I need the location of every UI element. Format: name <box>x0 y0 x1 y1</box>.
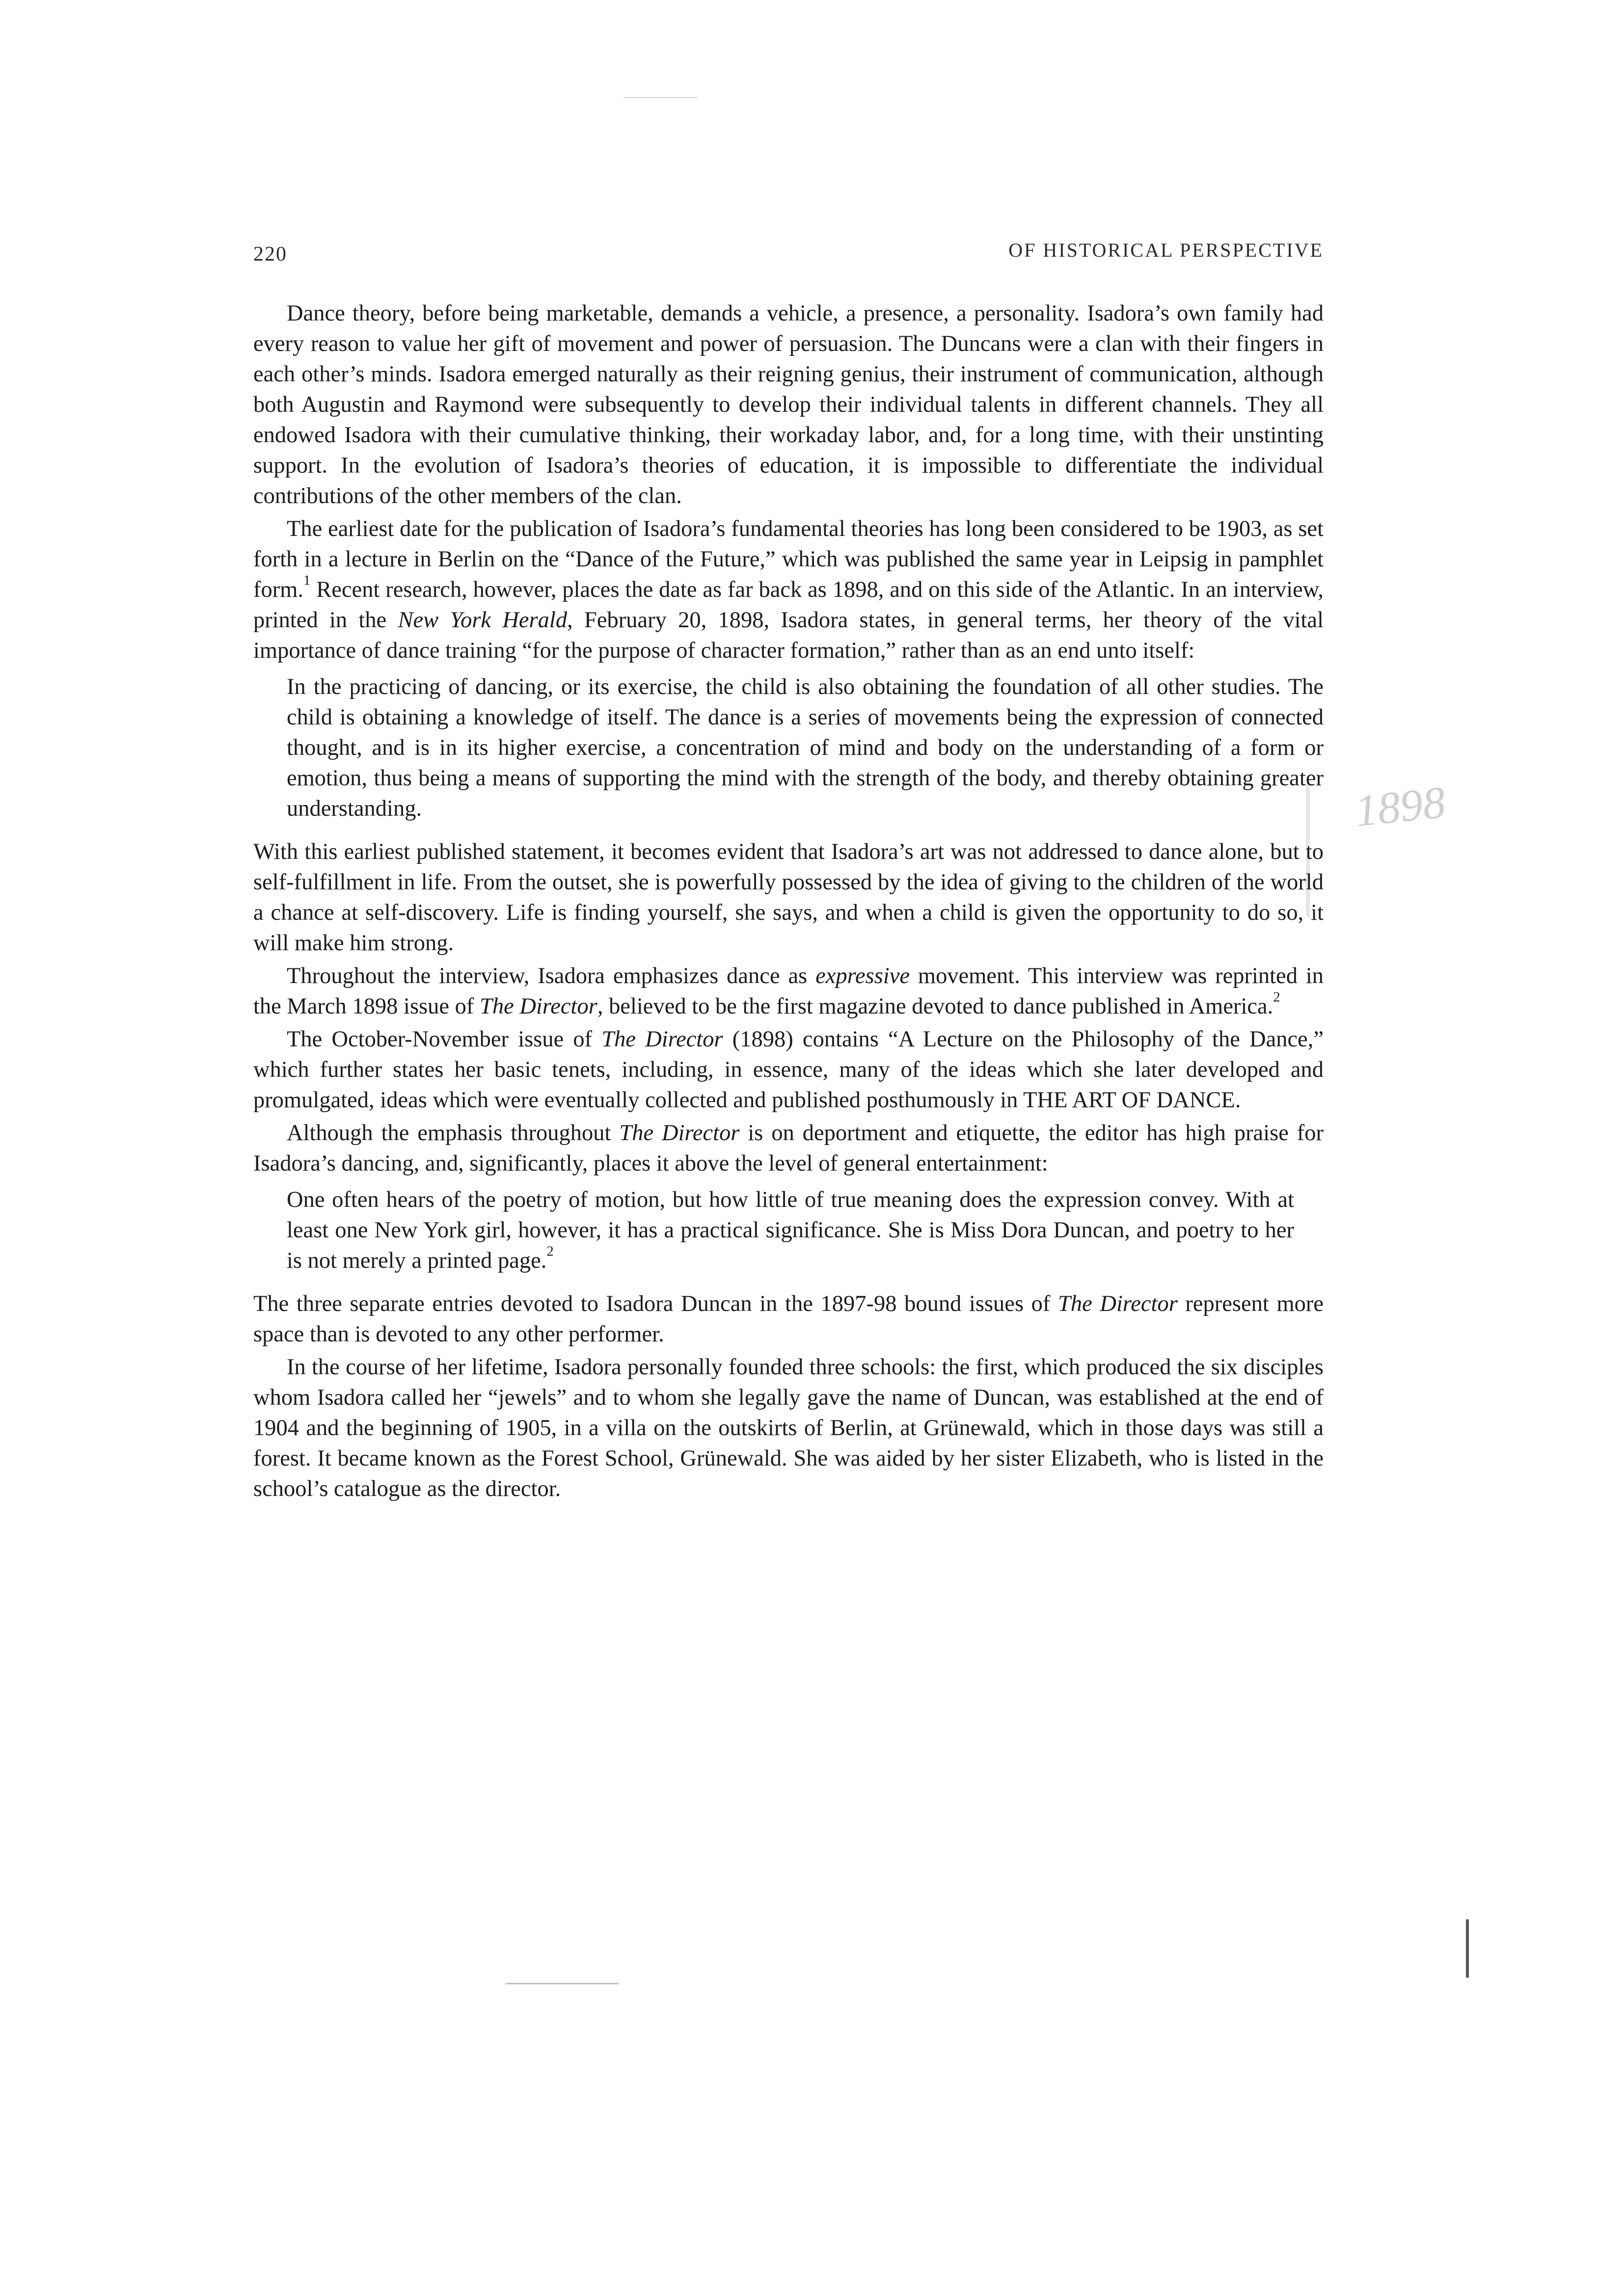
footnote-ref: 2 <box>1273 989 1280 1005</box>
paragraph: The October-November issue of The Director (1898) contains “A Lecture on the Philosophy of the Dance,” which further states her basic tenets, including, in essence, many of the ideas which she later developed and promulgated, ideas which were eventually collected and published posthumously in THE ART OF DANCE. <box>253 1027 1324 1113</box>
footnote-ref: 1 <box>303 572 311 588</box>
body-text <box>253 298 1324 1507</box>
scan-mark-right <box>1466 1919 1469 1978</box>
paragraph: With this earliest published statement, it becomes evident that Isadora’s art was not addressed to dance alone, but to self-fulfillment in life. From the outset, she is powerfully possessed by the idea of giving to the children of the world a chance at self-discovery. Life is finding yourself, she says, and when a child is given the opportunity to do so, it will make him strong. <box>253 839 1324 956</box>
margin-note: 1898 <box>1353 776 1448 836</box>
italic-title: The Director <box>601 1027 723 1052</box>
block-quote: One often hears of the poetry of motion, but how little of true meaning does the expression convey. With at least one New York girl, however, it has a practical significance. She is Miss Dora Duncan, and poetry to her is not merely a printed page.$^2$ <box>287 1187 1294 1273</box>
paragraph: Although the emphasis throughout The Director is on deportment and etiquette, the editor has high praise for Isadora’s dancing, and, significantly, places it above the level of general entertainment: <box>253 1121 1324 1176</box>
page-number: 220 <box>253 243 287 266</box>
paragraph: Throughout the interview, Isadora emphasizes dance as expressive movement. This interview was reprinted in the March 1898 issue of The Director, believed to be the first magazine devoted to dance published in America.$^2$ <box>253 963 1324 1019</box>
scan-mark-top <box>623 97 697 98</box>
italic-term: expressive <box>815 963 910 988</box>
paragraph: The earliest date for the publication of Isadora’s fundamental theories has long been considered to be 1903, as set forth in a lecture in Berlin on the “Dance of the Future,” which was published the same year in Leipsig in pamphlet form.$^1$ Recent research, however, places the date as far back as 1898, and on this side of the Atlantic. In an interview, printed in the New York Herald, February 20, 1898, Isadora states, in general terms, her theory of the vital importance of dance training “for the purpose of character formation,” rather than as an end unto itself: <box>253 516 1324 663</box>
paragraph: The three separate entries devoted to Isadora Duncan in the 1897-98 bound issues of The Director represent more space than is devoted to any other performer. <box>253 1291 1324 1347</box>
block-quote: In the practicing of dancing, or its exercise, the child is also obtaining the foundation of all other studies. The child is obtaining a knowledge of itself. The dance is a series of movements being the expression of connected thought, and is in its higher exercise, a concentration of mind and body on the understanding of a form or emotion, thus being a means of supporting the mind with the strength of the body, and thereby obtaining greater understanding. <box>287 674 1324 821</box>
italic-title: The Director <box>619 1121 740 1146</box>
italic-title: The Director <box>480 994 597 1019</box>
running-head: OF HISTORICAL PERSPECTIVE <box>1008 239 1324 261</box>
scan-mark-bottom <box>506 1983 619 1984</box>
italic-title: New York Herald <box>398 608 568 633</box>
paragraph: In the course of her lifetime, Isadora personally founded three schools: the first, which produced the six disciples whom Isadora called her “jewels” and to whom she legally gave the name of Duncan, was established at the end of 1904 and the beginning of 1905, in a villa on the outskirts of Berlin, at Grünewald, which in those days was still a forest. It became known as the Forest School, Grünewald. She was aided by her sister Elizabeth, who is listed in the school’s catalogue as the director. <box>253 1355 1324 1501</box>
footnote-ref: 2 <box>546 1243 554 1259</box>
italic-title: The Director <box>1058 1291 1178 1316</box>
paragraph: Dance theory, before being marketable, demands a vehicle, a presence, a personality. Isadora’s own family had every reason to value her gift of movement and power of persuasion. The Duncans were a clan with their fingers in each other’s minds. Isadora emerged naturally as their reigning genius, their instrument of communication, although both Augustin and Raymond were subsequently to develop their individual talents in different channels. They all endowed Isadora with their cumulative thinking, their workaday labor, and, for a long time, with their unstinting support. In the evolution of Isadora’s theories of education, it is impossible to differentiate the individual contributions of the other members of the clan. <box>253 301 1324 508</box>
